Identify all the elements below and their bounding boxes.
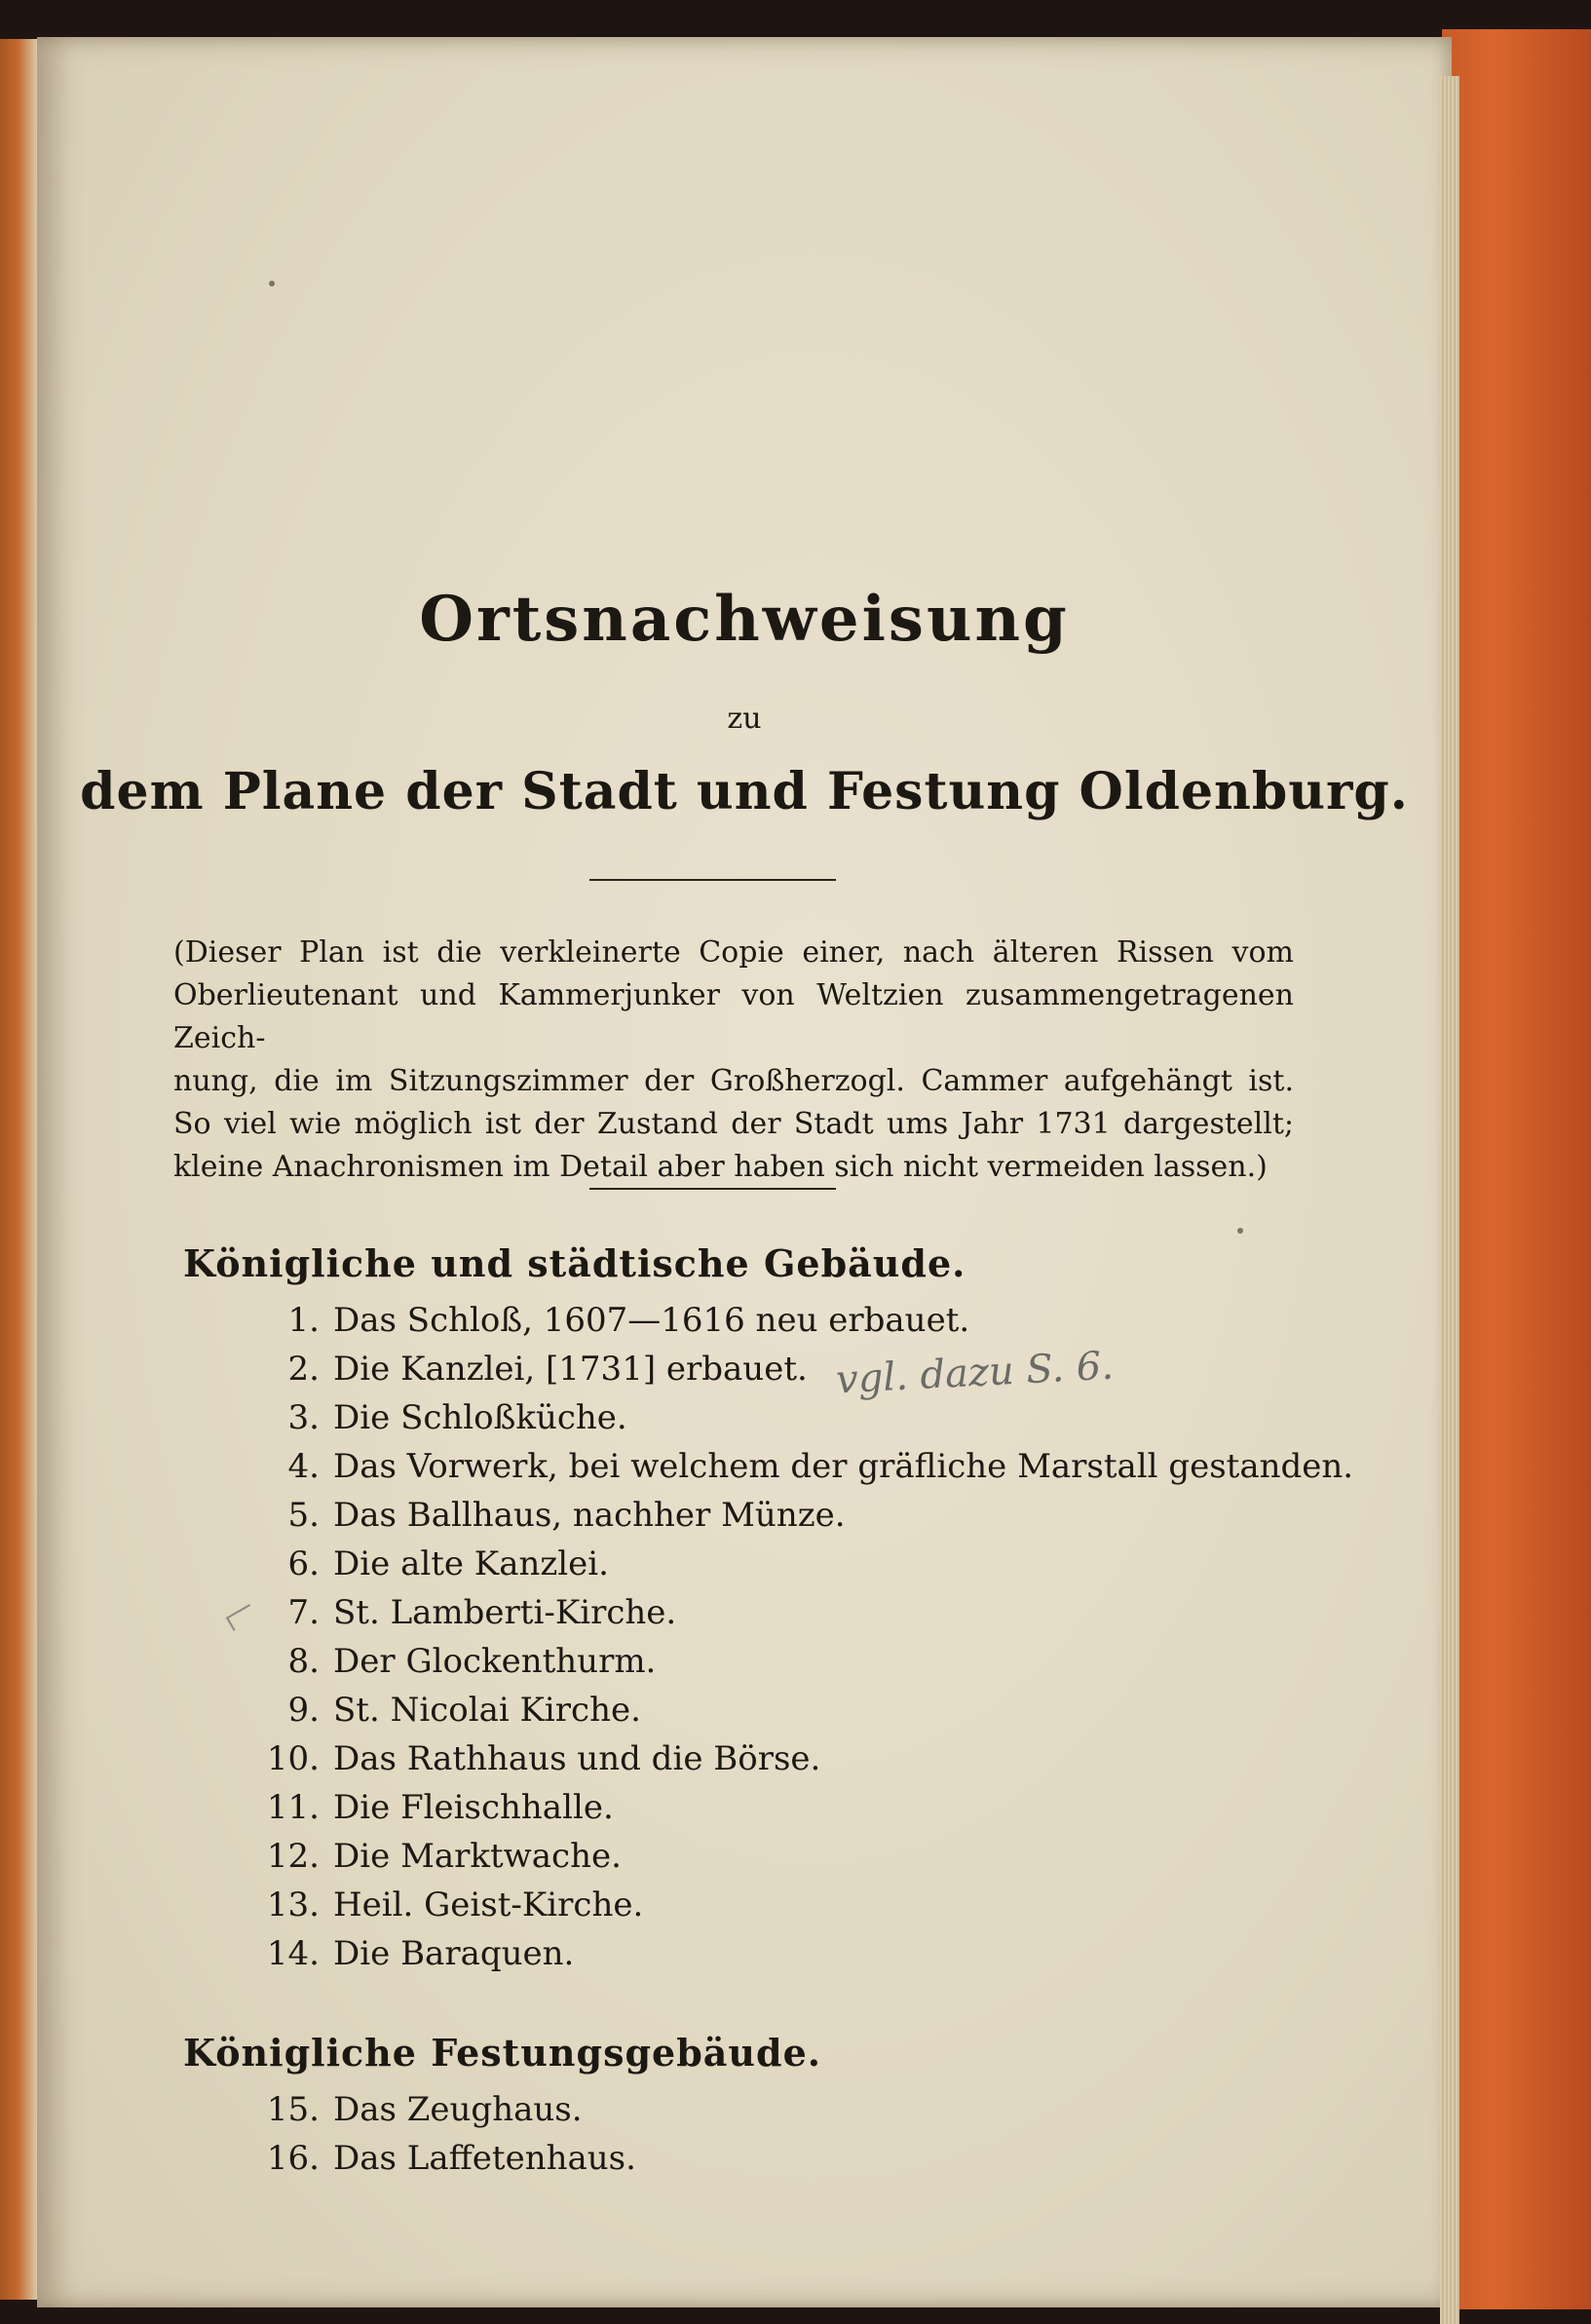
item-number: 12. xyxy=(266,1837,320,1876)
item-text: Das Laffetenhaus. xyxy=(333,2139,636,2178)
item-text: Die alte Kanzlei. xyxy=(333,1544,609,1583)
list-item xyxy=(251,1734,1353,1783)
item-text: Heil. Geist-Kirche. xyxy=(333,1886,644,1924)
item-text: Das Schloß, 1607—1616 neu erbauet. xyxy=(333,1301,970,1340)
item-text: Der Glockenthurm. xyxy=(333,1642,657,1681)
list-item xyxy=(251,1296,1353,1345)
divider-rule xyxy=(589,1188,836,1190)
item-text: Die Baraquen. xyxy=(333,1934,575,1973)
list-item xyxy=(251,2085,636,2134)
list-item xyxy=(251,1637,1353,1686)
item-number: 14. xyxy=(266,1934,320,1973)
list-item xyxy=(251,1588,1353,1637)
list-item xyxy=(251,1345,1353,1393)
list-item xyxy=(251,1832,1353,1881)
list-item xyxy=(251,1686,1353,1734)
item-number: 16. xyxy=(266,2139,320,2178)
item-number: 11. xyxy=(266,1788,320,1827)
book-page xyxy=(37,37,1452,2307)
note-line: nung, die im Sitzungszimmer der Großherzogl. Cammer aufgehängt ist. xyxy=(173,1064,1294,1098)
item-text: Das Rathhaus und die Börse. xyxy=(333,1739,821,1778)
item-text: Das Ballhaus, nachher Münze. xyxy=(333,1496,846,1535)
item-number: 10. xyxy=(266,1739,320,1778)
list-item xyxy=(251,1881,1353,1929)
item-number: 7. xyxy=(287,1593,320,1632)
page-stack-edge xyxy=(1440,76,1459,2324)
item-number: 1. xyxy=(287,1301,320,1340)
item-text: Die Fleischhalle. xyxy=(333,1788,614,1827)
item-number: 6. xyxy=(287,1544,320,1583)
item-number: 9. xyxy=(287,1691,320,1730)
section-heading: Königliche und städtische Gebäude. xyxy=(183,1241,966,1285)
note-line: Oberlieutenant und Kammerjunker von Weltzien zusammengetragenen Zeich- xyxy=(173,978,1294,1055)
introductory-note xyxy=(173,932,1294,1189)
list-item xyxy=(251,1442,1353,1491)
list-item xyxy=(251,1540,1353,1588)
item-number: 13. xyxy=(266,1886,320,1924)
handwritten-annotation: vgl. dazu S. 6. xyxy=(834,1343,1116,1403)
note-line: kleine Anachronismen im Detail aber haben sich nicht vermeiden lassen.) xyxy=(173,1150,1268,1184)
item-number: 8. xyxy=(287,1642,320,1681)
item-number: 3. xyxy=(287,1398,320,1437)
document-title: Ortsnachweisung xyxy=(419,583,1070,656)
book-cover-edge xyxy=(1442,29,1591,2309)
item-text: Das Vorwerk, bei welchem der gräfliche Marstall gestanden. xyxy=(333,1447,1354,1486)
list-item xyxy=(251,1393,1353,1442)
item-text: Die Marktwache. xyxy=(333,1837,622,1876)
building-list xyxy=(251,1296,1353,1978)
list-item xyxy=(251,1783,1353,1832)
item-number: 2. xyxy=(287,1350,320,1389)
item-text: Die Schloßküche. xyxy=(333,1398,627,1437)
item-number: 15. xyxy=(266,2090,320,2129)
list-item xyxy=(251,2134,636,2183)
item-number: 4. xyxy=(287,1447,320,1486)
item-text: Das Zeughaus. xyxy=(333,2090,583,2129)
ink-speck xyxy=(1237,1228,1243,1234)
item-text: St. Nicolai Kirche. xyxy=(333,1691,641,1730)
note-line: So viel wie möglich ist der Zustand der Stadt ums Jahr 1731 dargestellt; xyxy=(173,1107,1294,1141)
list-item xyxy=(251,1929,1353,1978)
fortification-list xyxy=(251,2085,636,2183)
document-subtitle: dem Plane der Stadt und Festung Oldenburg. xyxy=(80,762,1409,821)
divider-rule xyxy=(589,879,836,881)
previous-page-edge xyxy=(0,39,37,2300)
title-connector: zu xyxy=(727,702,762,736)
item-text: St. Lamberti-Kirche. xyxy=(333,1593,677,1632)
item-text: Die Kanzlei, [1731] erbauet. xyxy=(333,1350,808,1389)
ink-speck xyxy=(269,281,275,286)
list-item xyxy=(251,1491,1353,1540)
item-number: 5. xyxy=(287,1496,320,1535)
note-line: (Dieser Plan ist die verkleinerte Copie einer, nach älteren Rissen vom xyxy=(173,935,1294,970)
section-heading: Königliche Festungsgebäude. xyxy=(183,2031,822,2075)
